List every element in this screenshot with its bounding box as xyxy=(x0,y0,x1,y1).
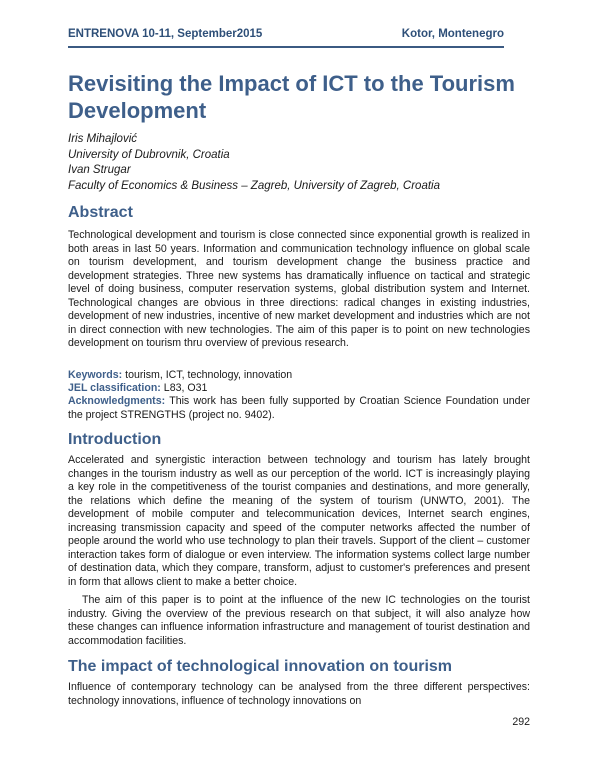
acknowledgments-label: Acknowledgments: xyxy=(68,395,166,407)
author-block xyxy=(68,132,538,194)
author-name: Ivan Strugar xyxy=(68,164,131,176)
abstract-text: Technological development and tourism is close connected since exponential growth is realized in both areas in last 50 years. Information and communication technology influence on global scale on tourism development, and tourism development change the business practice and development strategies. Three new systems has dramatically influence on tactical and strategic level of doing business, computer reservation systems, global distribution system and Internet. Technological changes are obvious in three directions: radical changes in existing industries, development of new industries, incentive of new market development and industries which are not in direct connection with new technologies. The aim of this paper is to point on new technologies development on tourism thru overview of previous research. xyxy=(68,229,530,349)
author-name: Iris Mihajlović xyxy=(68,133,138,145)
header-location: Kotor, Montenegro xyxy=(401,28,504,40)
impact-paragraph: Influence of contemporary technology can be analysed from the three different perspectives: technology innovations, influence of technology innovations on xyxy=(68,681,530,707)
impact-heading: The impact of technological innovation on tourism xyxy=(68,658,453,675)
paper-title: Revisiting the Impact of ICT to the Tourism Development xyxy=(68,71,515,123)
running-header xyxy=(68,28,504,48)
introduction-heading: Introduction xyxy=(68,431,162,448)
acknowledgments-line xyxy=(68,395,530,422)
jel-line xyxy=(68,382,530,396)
header-conference: ENTRENOVA 10-11, September2015 xyxy=(68,28,263,40)
keywords-label: Keywords: xyxy=(68,369,123,381)
introduction-paragraph: Accelerated and synergistic interaction between technology and tourism has lately brought changes in the tourism industry as well as our perception of the world. ICT is increasingly playing a key role in the competitiveness of the tourist companies and destinations, and more generally, the relations which define the meaning of the system of tourism (UNWTO, 2001). The development of mobile computer and telecommunication devices, Internet search engines, increasing transmission capacity and speed of the computer networks affected the number of people around the world who use technology to plan their travels. Support of the client – customer interaction takes form of dialogue or even interview. The information systems collect large number of destination data, which they compare, transform, adjust to customer's preferences and present in form that allows client to make a better choice. xyxy=(68,454,530,588)
author-affiliation: Faculty of Economics & Business – Zagreb, University of Zagreb, Croatia xyxy=(68,179,440,192)
page-number: 292 xyxy=(512,716,530,728)
jel-value: L83, O31 xyxy=(163,382,208,394)
jel-label: JEL classification: xyxy=(68,382,161,394)
keywords-value: tourism, ICT, technology, innovation xyxy=(125,369,293,381)
abstract-heading: Abstract xyxy=(68,204,133,221)
keywords-line xyxy=(68,369,530,383)
acknowledgments-value: This work has been fully supported by Croatian Science Foundation under the project STRENGTHS (project no. 9402). xyxy=(68,395,530,421)
author-affiliation: University of Dubrovnik, Croatia xyxy=(68,148,230,161)
introduction-paragraph: The aim of this paper is to point at the influence of the new IC technologies on the tourist industry. Giving the overview of the previous research on that subject, it will also analyze how these changes can influence information infrastructure and management of tourist destination and accommodation facilities. xyxy=(68,594,530,647)
